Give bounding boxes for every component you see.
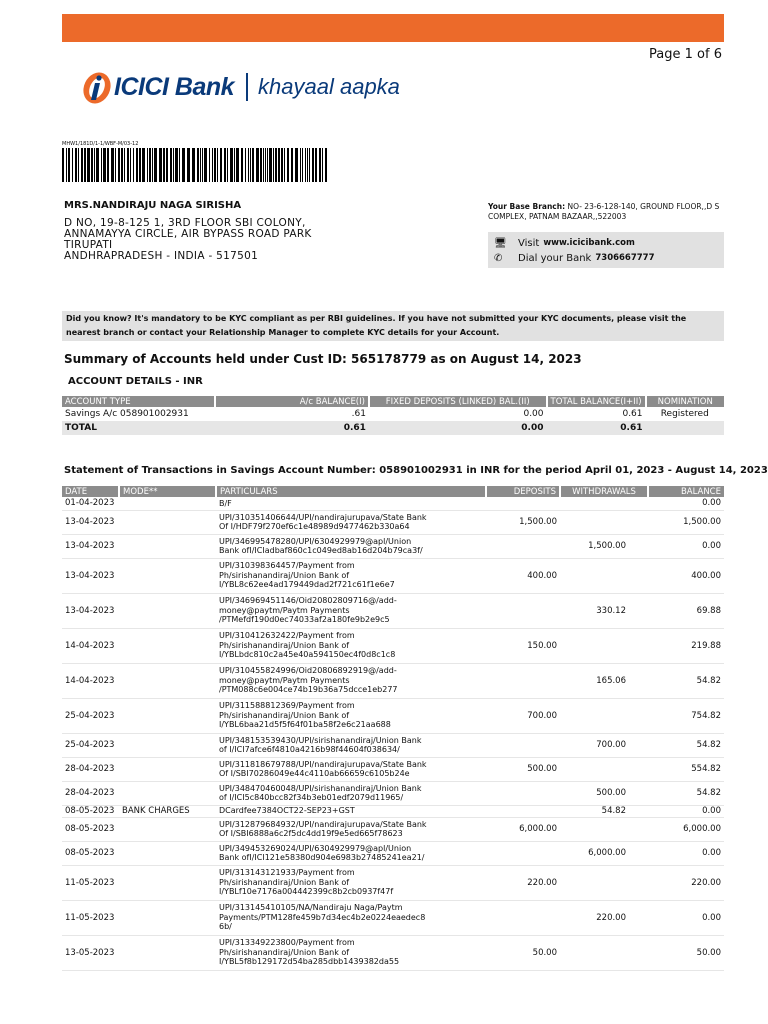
- transaction-particulars: [216, 497, 486, 510]
- barcode-bar: [265, 148, 266, 182]
- barcode-bar: [309, 148, 310, 182]
- barcode-bar: [248, 148, 249, 182]
- barcode-bar: [91, 148, 93, 182]
- col-total-balance: TOTAL BALANCE(I+II): [547, 396, 646, 407]
- barcode-bar: [312, 148, 314, 182]
- transaction-row: [62, 593, 724, 628]
- transaction-date: 13-04-2023: [62, 510, 119, 534]
- total-label: TOTAL: [62, 421, 215, 435]
- transaction-balance: 220.00: [648, 865, 724, 900]
- transaction-deposit: [486, 781, 560, 805]
- barcode-bar: [250, 148, 251, 182]
- brand-tagline: khayaal aapka: [258, 74, 400, 99]
- barcode-bar: [315, 148, 317, 182]
- barcode-bar: [154, 148, 157, 182]
- particulars-line: I/YBLf10e7176a004442399c8b2cb0937f47f: [219, 887, 394, 897]
- particulars-line: UPI/346995478280/UPI/6304929979@apl/Union: [219, 536, 412, 546]
- col-date: DATE: [62, 486, 119, 497]
- address-line: TIRUPATI: [64, 239, 113, 251]
- transaction-date: 13-04-2023: [62, 534, 119, 558]
- barcode-bar: [159, 148, 162, 182]
- barcode-bar: [147, 148, 148, 182]
- barcode-bar: [236, 148, 239, 182]
- icici-logo-icon: [80, 68, 112, 106]
- barcode-bar: [62, 148, 64, 182]
- particulars-line: B/F: [219, 498, 232, 508]
- transaction-row: [62, 935, 724, 970]
- barcode-bar: [192, 148, 195, 182]
- particulars-line: UPI/311588812369/Payment from: [219, 701, 355, 711]
- transaction-deposit: [486, 805, 560, 817]
- transaction-date: 01-04-2023: [62, 497, 119, 510]
- transaction-row: [62, 781, 724, 805]
- col-deposits: DEPOSITS: [486, 486, 560, 497]
- transaction-deposit: 50.00: [486, 935, 560, 970]
- barcode-bar: [241, 148, 243, 182]
- brand-name: ICICI Bank: [114, 72, 235, 101]
- barcode-bar: [295, 148, 298, 182]
- barcode-bar: [101, 148, 102, 182]
- barcode-bar: [252, 148, 254, 182]
- transaction-mode: [119, 817, 216, 841]
- transaction-mode: [119, 900, 216, 935]
- particulars-line: UPI/312879684932/UPI/nandirajurupava/State Bank: [219, 819, 427, 829]
- barcode-bar: [307, 148, 308, 182]
- transaction-balance: 1,500.00: [648, 510, 724, 534]
- transaction-mode: [119, 865, 216, 900]
- barcode-bar: [173, 148, 174, 182]
- transaction-withdrawal: [560, 865, 648, 900]
- transaction-row: [62, 841, 724, 865]
- transaction-balance: 400.00: [648, 558, 724, 593]
- transaction-date: 14-04-2023: [62, 663, 119, 698]
- barcode-bar: [87, 148, 90, 182]
- particulars-line: 6b/: [219, 922, 232, 932]
- transaction-row: [62, 817, 724, 841]
- account-fd-balance: 0.00: [523, 409, 544, 419]
- transaction-deposit: [486, 497, 560, 510]
- transaction-balance: 54.82: [648, 781, 724, 805]
- transaction-particulars: [216, 865, 486, 900]
- particulars-line: /PTM088c6e004ce74b19b36a75dcce1eb277: [219, 685, 398, 695]
- particulars-line: money@paytm/Paytm Payments: [219, 605, 350, 615]
- transaction-withdrawal: [560, 510, 648, 534]
- transaction-mode: BANK CHARGES: [119, 805, 216, 817]
- account-total: 0.61: [622, 409, 643, 419]
- address-line: ANNAMAYYA CIRCLE, AIR BYPASS ROAD PARK: [64, 228, 312, 240]
- particulars-line: Of I/HDF79f270ef6c1e48989d9477462b330a64: [219, 522, 410, 531]
- total-row: [62, 421, 724, 435]
- base-branch: [488, 202, 720, 222]
- barcode-bar: [84, 148, 86, 182]
- barcode-bar: [78, 148, 79, 182]
- barcode-bar: [152, 148, 153, 182]
- barcode-bar: [72, 148, 73, 182]
- transaction-row: [62, 757, 724, 781]
- transaction-particulars: [216, 534, 486, 558]
- transaction-balance: 0.00: [648, 534, 724, 558]
- transaction-row: [62, 534, 724, 558]
- transaction-deposit: 220.00: [486, 865, 560, 900]
- transaction-date: 08-05-2023: [62, 841, 119, 865]
- particulars-line: Ph/sirishanandiraj/Union Bank of: [219, 640, 350, 650]
- transaction-deposit: 1,500.00: [486, 510, 560, 534]
- transaction-balance: 0.00: [648, 497, 724, 510]
- col-ac-balance: A/c BALANCE(I): [215, 396, 369, 407]
- transaction-mode: [119, 628, 216, 663]
- col-nomination: NOMINATION: [646, 396, 724, 407]
- transaction-particulars: [216, 558, 486, 593]
- phone-label: Dial your Bank: [518, 252, 592, 264]
- barcode-bar: [305, 148, 306, 182]
- particulars-line: UPI/348470460048/UPI/sirishanandiraj/Union Bank: [219, 783, 422, 793]
- particulars-line: UPI/310455824996/Oid20806892919@/add-: [219, 666, 397, 676]
- barcode-bar: [124, 148, 125, 182]
- visit-label: Visit: [518, 237, 540, 249]
- barcode-bar: [136, 148, 138, 182]
- barcode: [62, 148, 330, 182]
- transaction-mode: [119, 663, 216, 698]
- barcode-bar: [267, 148, 268, 182]
- barcode-bar: [260, 148, 262, 182]
- transaction-withdrawal: 700.00: [560, 733, 648, 757]
- particulars-line: UPI/310351406644/UPI/nandirajurupava/State Bank: [219, 512, 427, 522]
- transaction-particulars: [216, 841, 486, 865]
- barcode-bar: [269, 148, 272, 182]
- barcode-bar: [96, 148, 99, 182]
- transactions-table: [62, 486, 724, 971]
- barcode-bar: [273, 148, 274, 182]
- barcode-bar: [322, 148, 323, 182]
- barcode-bar: [81, 148, 83, 182]
- transaction-date: 11-05-2023: [62, 900, 119, 935]
- particulars-line: UPI/313349223800/Payment from: [219, 938, 355, 948]
- barcode-bar: [202, 148, 203, 182]
- particulars-line: of I/ICI7afce6f4810a4216b98f44604f038634/: [219, 745, 400, 754]
- particulars-line: Ph/sirishanandiraj/Union Bank of: [219, 710, 350, 720]
- summary-title: Summary of Accounts held under Cust ID: 565178779 as on August 14, 2023: [64, 352, 582, 366]
- transaction-deposit: 700.00: [486, 698, 560, 733]
- phone-icon: ✆: [494, 252, 503, 264]
- barcode-bar: [68, 148, 70, 182]
- transaction-withdrawal: [560, 817, 648, 841]
- transaction-particulars: [216, 757, 486, 781]
- particulars-line: Ph/sirishanandiraj/Union Bank of: [219, 570, 350, 580]
- particulars-line: UPI/346969451146/Oid20802809716@/add-: [219, 596, 397, 606]
- barcode-bar: [214, 148, 216, 182]
- transaction-particulars: [216, 698, 486, 733]
- transaction-balance: 219.88: [648, 628, 724, 663]
- icici-logo: [80, 68, 400, 106]
- transaction-withdrawal: 165.06: [560, 663, 648, 698]
- particulars-line: I/YBL5f8b129172d54ba285dbb1439382da55: [219, 957, 400, 967]
- transaction-particulars: [216, 593, 486, 628]
- barcode-bar: [263, 148, 264, 182]
- barcode-bar: [325, 148, 327, 182]
- transaction-row: [62, 805, 724, 817]
- transaction-date: 25-04-2023: [62, 733, 119, 757]
- transaction-balance: 754.82: [648, 698, 724, 733]
- particulars-line: DCardfee7384OCT22-SEP23+GST: [219, 806, 355, 816]
- transaction-mode: [119, 534, 216, 558]
- barcode-bar: [94, 148, 95, 182]
- barcode-bar: [163, 148, 165, 182]
- transaction-withdrawal: 330.12: [560, 593, 648, 628]
- transaction-particulars: [216, 781, 486, 805]
- account-row: [62, 407, 724, 421]
- transaction-withdrawal: 6,000.00: [560, 841, 648, 865]
- barcode-bar: [115, 148, 116, 182]
- particulars-line: I/YBL6baa21d5f5f64f01ba58f2e6c21aa688: [219, 720, 391, 730]
- barcode-bar: [204, 148, 207, 182]
- branch-address: NO- 23-6-128-140, GROUND FLOOR,,D S COMPLEX, PATNAM BAZAAR,,522003: [488, 202, 720, 221]
- transaction-balance: 50.00: [648, 935, 724, 970]
- transaction-withdrawal: [560, 698, 648, 733]
- transaction-withdrawal: [560, 497, 648, 510]
- barcode-bar: [197, 148, 199, 182]
- transaction-date: 08-05-2023: [62, 805, 119, 817]
- barcode-bar: [278, 148, 280, 182]
- barcode-bar: [245, 148, 246, 182]
- account-details-heading: ACCOUNT DETAILS - INR: [68, 376, 203, 387]
- barcode-bar: [281, 148, 283, 182]
- account-type: Savings A/c 058901002931: [65, 409, 189, 419]
- particulars-line: Of I/SBI6888a6c2f5dc4dd19f9e5ed665f78623: [219, 829, 403, 838]
- particulars-line: Bank ofI/ICI121e58380d904e6983b27485241ea21/: [219, 853, 425, 862]
- col-particulars: PARTICULARS: [216, 486, 486, 497]
- barcode-bar: [300, 148, 301, 182]
- particulars-line: UPI/348153539430/UPI/sirishanandiraj/Union Bank: [219, 735, 422, 745]
- account-summary-table: [62, 396, 724, 435]
- transaction-deposit: [486, 733, 560, 757]
- col-withdrawals: WITHDRAWALS: [560, 486, 648, 497]
- transaction-deposit: 500.00: [486, 757, 560, 781]
- transaction-row: [62, 510, 724, 534]
- barcode-bar: [182, 148, 185, 182]
- particulars-line: Ph/sirishanandiraj/Union Bank of: [219, 877, 350, 887]
- transaction-deposit: 6,000.00: [486, 817, 560, 841]
- transaction-particulars: [216, 628, 486, 663]
- barcode-bar: [121, 148, 123, 182]
- transaction-mode: [119, 757, 216, 781]
- transaction-row: [62, 558, 724, 593]
- transaction-date: 08-05-2023: [62, 817, 119, 841]
- barcode-bar: [217, 148, 218, 182]
- transaction-deposit: [486, 593, 560, 628]
- barcode-bar: [220, 148, 222, 182]
- transaction-withdrawal: [560, 628, 648, 663]
- transaction-mode: [119, 733, 216, 757]
- total-fd: 0.00: [369, 421, 547, 435]
- transaction-row: [62, 865, 724, 900]
- customer-address: [64, 218, 312, 262]
- barcode-bar: [275, 148, 277, 182]
- transaction-mode: [119, 698, 216, 733]
- transaction-particulars: [216, 510, 486, 534]
- transaction-deposit: 400.00: [486, 558, 560, 593]
- particulars-line: I/YBLbdc810c2a45e40a594150ec4f0d8c1c8: [219, 650, 396, 660]
- transaction-row: [62, 698, 724, 733]
- particulars-line: UPI/349453269024/UPI/6304929979@apl/Union: [219, 843, 412, 853]
- barcode-bar: [179, 148, 180, 182]
- particulars-line: I/YBL8c62ee4ad179449dad2f721c61f1e6e7: [219, 580, 395, 590]
- barcode-bar: [166, 148, 168, 182]
- transaction-balance: 554.82: [648, 757, 724, 781]
- barcode-bar: [212, 148, 213, 182]
- transaction-date: 28-04-2023: [62, 757, 119, 781]
- transaction-date: 14-04-2023: [62, 628, 119, 663]
- logo-divider: [246, 73, 248, 101]
- total-sum: 0.61: [547, 421, 646, 435]
- transaction-balance: 0.00: [648, 900, 724, 935]
- top-orange-bar: [62, 14, 724, 42]
- transaction-particulars: [216, 900, 486, 935]
- transaction-mode: [119, 593, 216, 628]
- particulars-line: of I/ICI5c840bcc82f34b3eb01edf2079d11965/: [219, 793, 404, 802]
- transaction-deposit: [486, 534, 560, 558]
- barcode-bar: [111, 148, 114, 182]
- transaction-row: [62, 663, 724, 698]
- total-balance: 0.61: [215, 421, 369, 435]
- page-number: Page 1 of 6: [649, 47, 722, 62]
- barcode-bar: [302, 148, 303, 182]
- transaction-mode: [119, 510, 216, 534]
- branch-label: Your Base Branch:: [488, 202, 566, 211]
- barcode-bar: [75, 148, 77, 182]
- barcode-bar: [103, 148, 106, 182]
- transaction-date: 13-05-2023: [62, 935, 119, 970]
- transaction-mode: [119, 781, 216, 805]
- transaction-withdrawal: 500.00: [560, 781, 648, 805]
- transaction-date: 25-04-2023: [62, 698, 119, 733]
- barcode-bar: [284, 148, 285, 182]
- col-fixed-deposits: FIXED DEPOSITS (LINKED) BAL.(II): [369, 396, 547, 407]
- transaction-balance: 0.00: [648, 841, 724, 865]
- particulars-line: Bank ofI/ICIadbaf860c1c049ed8ab16d204b79ca3f/: [219, 546, 423, 555]
- barcode-bar: [200, 148, 201, 182]
- particulars-line: UPI/310398364457/Payment from: [219, 561, 355, 571]
- transaction-row: [62, 628, 724, 663]
- transaction-row: [62, 900, 724, 935]
- transaction-balance: 0.00: [648, 805, 724, 817]
- barcode-bar: [234, 148, 235, 182]
- account-nomination: Registered: [660, 409, 709, 419]
- address-line: D NO, 19-8-125 1, 3RD FLOOR SBI COLONY,: [64, 217, 306, 229]
- transaction-mode: [119, 841, 216, 865]
- barcode-bar: [227, 148, 228, 182]
- transaction-withdrawal: [560, 558, 648, 593]
- transaction-withdrawal: 1,500.00: [560, 534, 648, 558]
- particulars-line: money@paytm/Paytm Payments: [219, 675, 350, 685]
- transaction-deposit: [486, 900, 560, 935]
- particulars-line: UPI/311818679788/UPI/nandirajurupava/State Bank: [219, 759, 427, 769]
- barcode-bar: [319, 148, 321, 182]
- computer-icon: 🖥: [494, 237, 507, 249]
- barcode-bar: [209, 148, 210, 182]
- barcode-reference: MHW1/181D/1-1/WBF-M/03-12: [62, 141, 139, 147]
- particulars-line: Ph/sirishanandiraj/Union Bank of: [219, 947, 350, 957]
- statement-title: Statement of Transactions in Savings Account Number: 058901002931 in INR for the period April 01, 2023 - August 14, 2023: [64, 465, 768, 476]
- barcode-bar: [291, 148, 293, 182]
- transaction-particulars: [216, 733, 486, 757]
- transaction-withdrawal: 220.00: [560, 900, 648, 935]
- transaction-particulars: [216, 817, 486, 841]
- barcode-bar: [130, 148, 131, 182]
- col-balance: BALANCE: [648, 486, 724, 497]
- transaction-row: [62, 497, 724, 510]
- barcode-bar: [127, 148, 129, 182]
- transaction-date: 13-04-2023: [62, 558, 119, 593]
- barcode-bar: [149, 148, 151, 182]
- barcode-bar: [118, 148, 120, 182]
- particulars-line: UPI/313143121933/Payment from: [219, 868, 355, 878]
- transaction-particulars: [216, 935, 486, 970]
- transaction-deposit: [486, 841, 560, 865]
- transaction-date: 13-04-2023: [62, 593, 119, 628]
- transaction-balance: 54.82: [648, 663, 724, 698]
- barcode-bar: [139, 148, 141, 182]
- account-balance: .61: [351, 409, 366, 419]
- kyc-notice: Did you know? It's mandatory to be KYC compliant as per RBI guidelines. If you have not submitted your KYC documents, please visit the nearest branch or contact your Relationship Manager to complete KYC details for your Account.: [62, 311, 724, 341]
- col-account-type: ACCOUNT TYPE: [62, 396, 215, 407]
- website-link[interactable]: www.icicibank.com: [543, 238, 635, 248]
- barcode-bar: [66, 148, 67, 182]
- barcode-bar: [230, 148, 233, 182]
- particulars-line: UPI/310412632422/Payment from: [219, 631, 355, 641]
- transaction-date: 11-05-2023: [62, 865, 119, 900]
- barcode-bar: [187, 148, 190, 182]
- customer-name: MRS.NANDIRAJU NAGA SIRISHA: [64, 200, 242, 211]
- barcode-bar: [256, 148, 259, 182]
- transaction-mode: [119, 497, 216, 510]
- barcode-bar: [224, 148, 226, 182]
- barcode-bar: [142, 148, 145, 182]
- transaction-withdrawal: [560, 757, 648, 781]
- particulars-line: Payments/PTM128fe459b7d34ec4b2e0224eaedec8: [219, 912, 426, 922]
- col-mode: MODE**: [119, 486, 216, 497]
- particulars-line: UPI/313145410105/NA/Nandiraju Naga/Paytm: [219, 903, 403, 913]
- transaction-particulars: [216, 805, 486, 817]
- transaction-withdrawal: 54.82: [560, 805, 648, 817]
- transaction-mode: [119, 558, 216, 593]
- particulars-line: /PTMefdf190d0ec74033af2a180fe9b2e9c5: [219, 615, 390, 625]
- address-line: ANDHRAPRADESH - INDIA - 517501: [64, 250, 259, 262]
- transaction-deposit: [486, 663, 560, 698]
- transaction-balance: 69.88: [648, 593, 724, 628]
- transaction-row: [62, 733, 724, 757]
- phone-number: 7306667777: [595, 253, 655, 263]
- transaction-particulars: [216, 663, 486, 698]
- transaction-date: 28-04-2023: [62, 781, 119, 805]
- transaction-balance: 54.82: [648, 733, 724, 757]
- barcode-bar: [287, 148, 289, 182]
- barcode-bar: [133, 148, 134, 182]
- barcode-bar: [170, 148, 172, 182]
- transaction-withdrawal: [560, 935, 648, 970]
- transaction-balance: 6,000.00: [648, 817, 724, 841]
- transaction-mode: [119, 935, 216, 970]
- barcode-bar: [107, 148, 109, 182]
- barcode-bar: [175, 148, 178, 182]
- particulars-line: Of I/SBI70286049e44c4110ab66659c6105b24e: [219, 769, 410, 778]
- contact-box: [488, 232, 724, 268]
- transaction-deposit: 150.00: [486, 628, 560, 663]
